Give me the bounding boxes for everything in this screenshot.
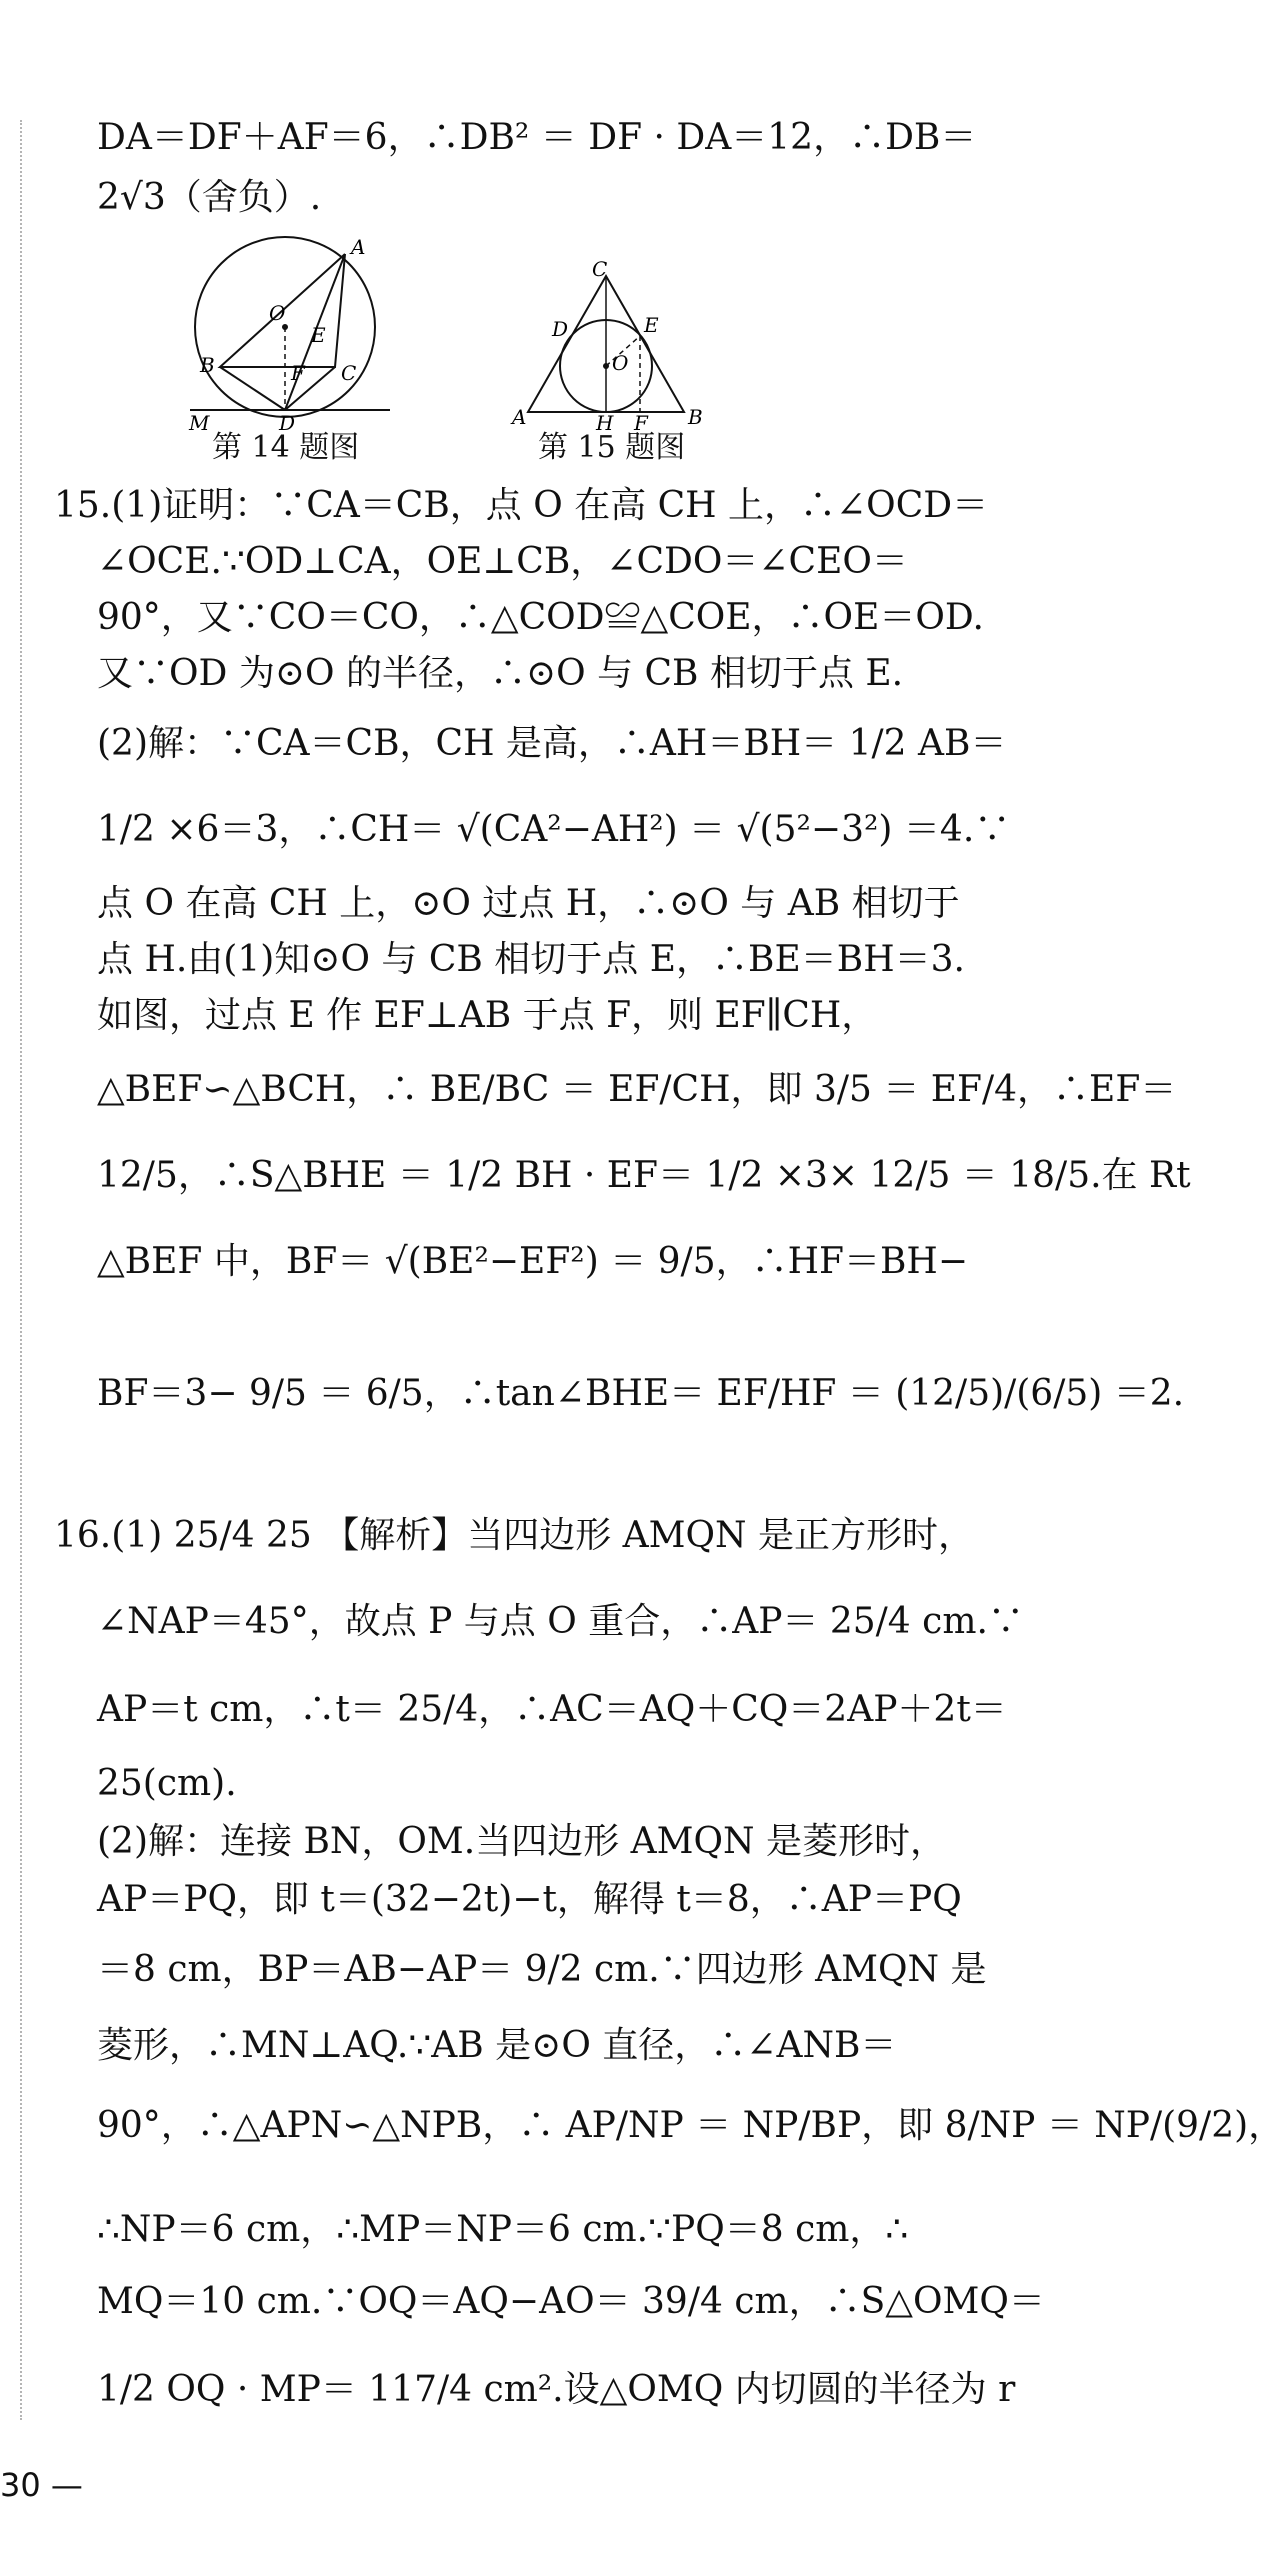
figure-14 <box>185 232 395 435</box>
figure-14-caption: 第 14 题图 <box>212 430 360 465</box>
text-line: 点 H.由(1)知⊙O 与 CB 相切于点 E，∴BE＝BH＝3. <box>97 939 965 980</box>
text-line: DA＝DF＋AF＝6，∴DB² ＝ DF · DA＝12，∴DB＝ <box>97 117 977 158</box>
fig14-label: C <box>341 361 357 385</box>
text-line: 点 O 在高 CH 上，⊙O 过点 H，∴⊙O 与 AB 相切于 <box>97 883 960 924</box>
fig15-label: B <box>688 405 703 429</box>
text-line: ∠OCE.∵OD⊥CA，OE⊥CB，∠CDO＝∠CEO＝ <box>97 541 908 582</box>
text-line: ＝8 cm，BP＝AB−AP＝ 9/2 cm.∵四边形 AMQN 是 <box>97 1949 987 1990</box>
fig15-label: H <box>596 411 614 435</box>
page-number-value: 30 <box>0 2466 41 2504</box>
fig15-label: E <box>644 313 659 337</box>
fig15-label: C <box>592 257 608 281</box>
fig14-label: E <box>311 323 326 347</box>
fig15-label: O <box>612 351 629 375</box>
fig14-label: O <box>269 301 286 325</box>
text-line: 菱形，∴MN⊥AQ.∵AB 是⊙O 直径，∴∠ANB＝ <box>97 2025 897 2066</box>
figure-15 <box>508 257 708 435</box>
fig15-label: D <box>552 317 569 341</box>
text-line: 1/2 OQ · MP＝ 117/4 cm².设△OMQ 内切圆的半径为 r <box>97 2369 1016 2410</box>
text-line: MQ＝10 cm.∵OQ＝AQ−AO＝ 39/4 cm，∴S△OMQ＝ <box>97 2281 1045 2322</box>
q16-line: 16.(1) 25/4 25 【解析】当四边形 AMQN 是正方形时， <box>54 1515 974 1556</box>
text-line: AP＝PQ，即 t＝(32−2t)−t，解得 t＝8，∴AP＝PQ <box>97 1879 962 1920</box>
text-line: (2)解：连接 BN，OM.当四边形 AMQN 是菱形时， <box>97 1821 946 1862</box>
text-line: ∠NAP＝45°，故点 P 与点 O 重合，∴AP＝ 25/4 cm.∵ <box>97 1601 1024 1642</box>
text-line: 又∵OD 为⊙O 的半径，∴⊙O 与 CB 相切于点 E. <box>97 653 904 694</box>
text-line: (2)解：∵CA＝CB，CH 是高，∴AH＝BH＝ 1/2 AB＝ <box>97 723 1007 764</box>
text-line: △BEF∽△BCH，∴ BE/BC ＝ EF/CH，即 3/5 ＝ EF/4，∴EF＝ <box>97 1069 1177 1110</box>
text-line: 90°，∴△APN∽△NPB，∴ AP/NP ＝ NP/BP，即 8/NP ＝ NP/(9/2)， <box>97 2105 1284 2146</box>
text-line: 2√3（舍负）. <box>97 177 322 218</box>
q15-line: 15.(1)证明：∵CA＝CB，点 O 在高 CH 上，∴∠OCD＝ <box>54 485 989 526</box>
fig14-label: M <box>189 411 210 435</box>
text-line: 12/5，∴S△BHE ＝ 1/2 BH · EF＝ 1/2 ×3× 12/5 ＝ 18/5.在 Rt <box>97 1155 1191 1196</box>
text-line: AP＝t cm，∴t＝ 25/4，∴AC＝AQ＋CQ＝2AP＋2t＝ <box>97 1689 1007 1730</box>
text-line: BF＝3− 9/5 ＝ 6/5，∴tan∠BHE＝ EF/HF ＝ (12/5)/(6/5) ＝2. <box>97 1373 1185 1414</box>
text-line: 1/2 ×6＝3，∴CH＝ √(CA²−AH²) ＝ √(5²−3²) ＝4.∵ <box>97 809 1011 850</box>
fig15-label: A <box>512 405 527 429</box>
fig14-label: A <box>351 235 366 259</box>
fig14-label: B <box>200 353 215 377</box>
text-line: △BEF 中，BF＝ √(BE²−EF²) ＝ 9/5，∴HF＝BH− <box>97 1241 968 1282</box>
figure-15-caption: 第 15 题图 <box>538 430 686 465</box>
text-line: 如图，过点 E 作 EF⊥AB 于点 F，则 EF∥CH， <box>97 995 878 1036</box>
text-line: 25(cm). <box>97 1763 237 1804</box>
page-number: 30 — <box>0 2466 83 2504</box>
fig14-label: F <box>291 361 305 385</box>
fig15-label: F <box>634 411 648 435</box>
text-line: ∴NP＝6 cm，∴MP＝NP＝6 cm.∵PQ＝8 cm，∴ <box>97 2209 909 2250</box>
text-line: 90°，又∵CO＝CO，∴△COD≌△COE，∴OE＝OD. <box>97 597 984 638</box>
margin-dotted-line <box>20 120 22 2420</box>
fig14-label: D <box>279 411 296 435</box>
